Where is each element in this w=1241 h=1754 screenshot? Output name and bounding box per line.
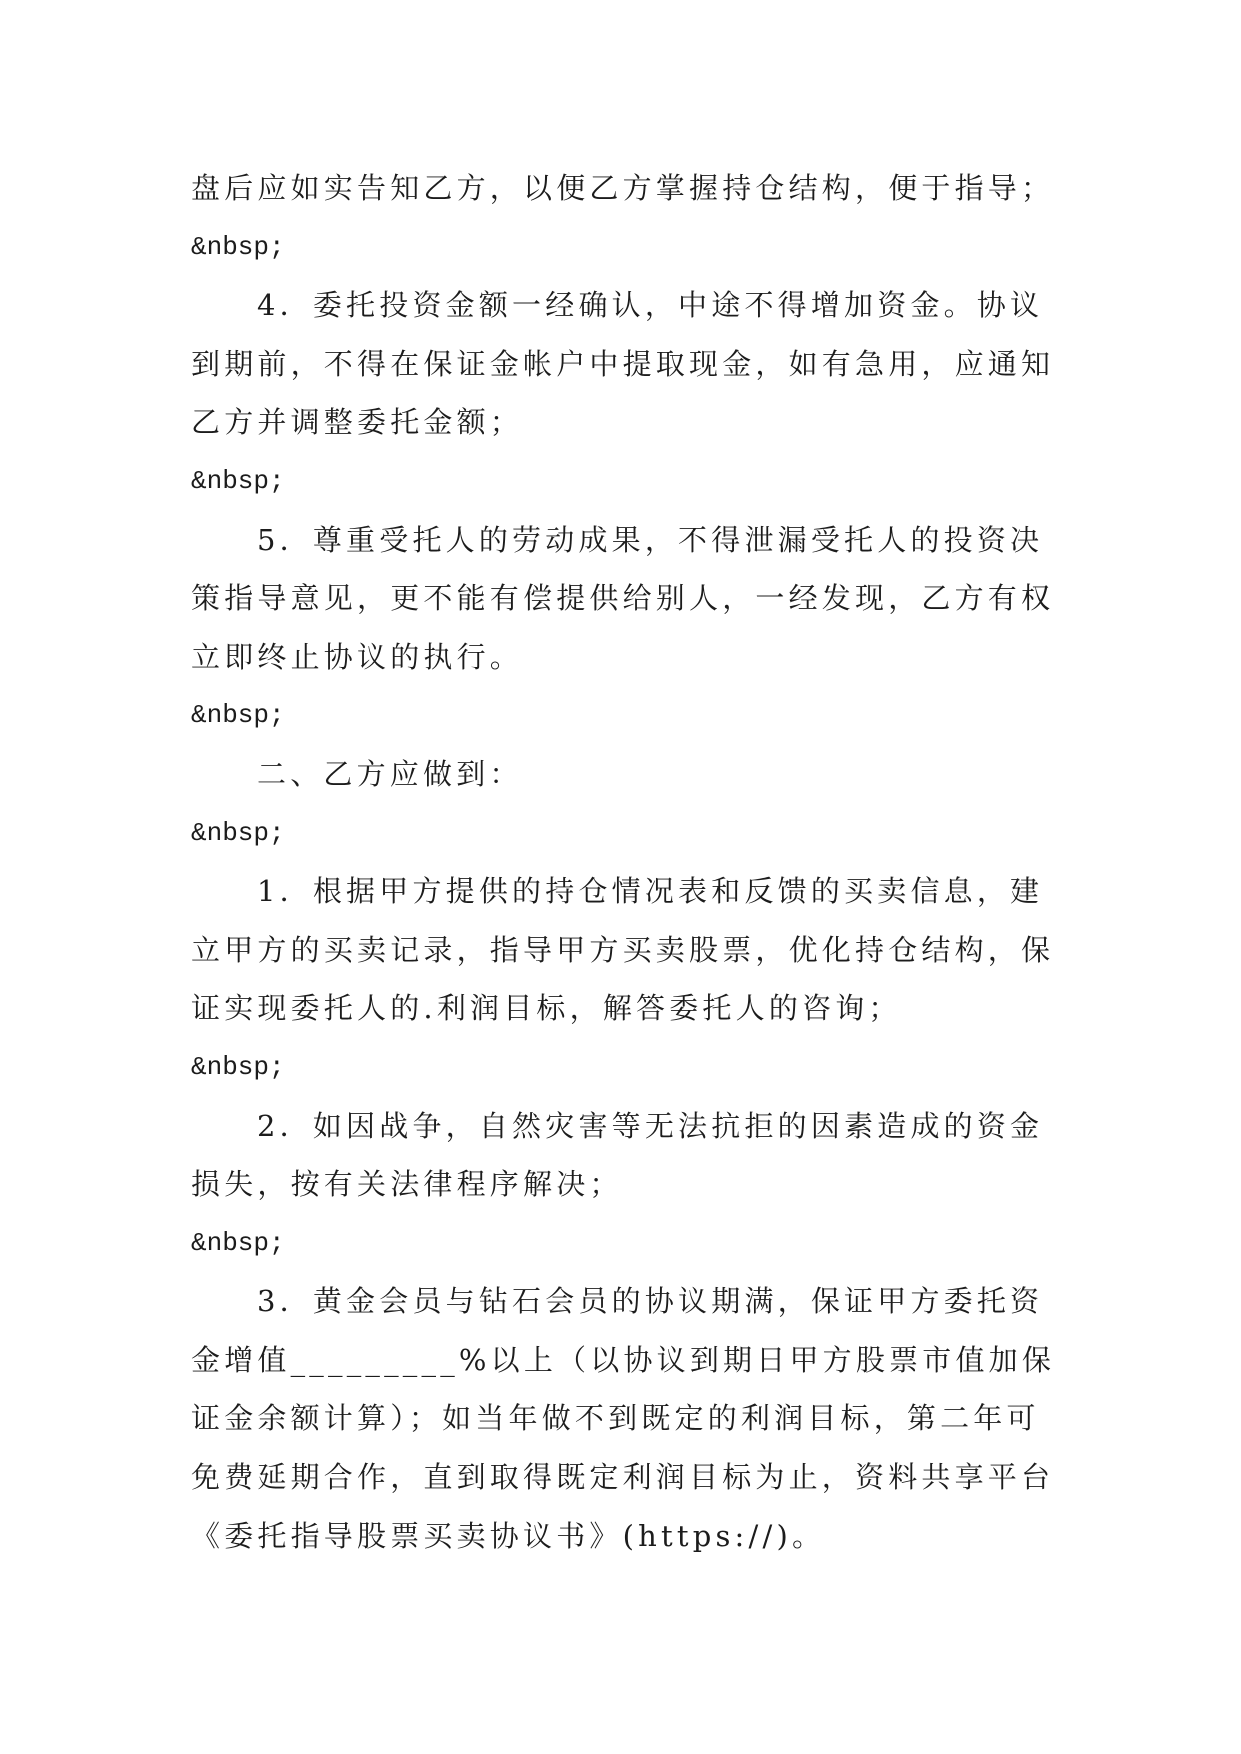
paragraph-line: 《委托指导股票买卖协议书》(https://)。	[191, 1518, 826, 1553]
paragraph-line: 3．黄金会员与钻石会员的协议期满，保证甲方委托资	[257, 1284, 1044, 1319]
paragraph-clause-3	[191, 1272, 1071, 1565]
paragraph-clause-2	[191, 1097, 1071, 1214]
paragraph-line: 证实现委托人的.利润目标，解答委托人的咨询；	[191, 991, 902, 1026]
paragraph-line: 证金余额计算）；如当年做不到既定的利润目标，第二年可	[191, 1401, 1040, 1436]
spacer-paragraph	[191, 1038, 1071, 1097]
paragraph-line: 策指导意见，更不能有偿提供给别人，一经发现，乙方有权	[191, 581, 1055, 616]
paragraph-clause-4	[191, 276, 1071, 452]
spacer-paragraph	[191, 452, 1071, 511]
nbsp-line: &nbsp;	[191, 465, 285, 496]
nbsp-line: &nbsp;	[191, 817, 285, 848]
paragraph-clause-1	[191, 862, 1071, 1038]
paragraph-line: 损失，按有关法律程序解决；	[191, 1167, 623, 1202]
paragraph-clause-5	[191, 511, 1071, 687]
paragraph-line: 立即终止协议的执行。	[191, 639, 524, 674]
paragraph-line: 乙方并调整委托金额；	[191, 405, 524, 440]
paragraph-line: 盘后应如实告知乙方，以便乙方掌握持仓结构，便于指导；	[191, 171, 1055, 205]
nbsp-line: &nbsp;	[191, 700, 285, 731]
paragraph-line: 1．根据甲方提供的持仓情况表和反馈的买卖信息，建	[257, 874, 1044, 909]
paragraph-line: 4．委托投资金额一经确认，中途不得增加资金。协议	[257, 288, 1044, 323]
nbsp-line: &nbsp;	[191, 231, 285, 262]
spacer-paragraph	[191, 218, 1071, 277]
paragraph-line: 立甲方的买卖记录，指导甲方买卖股票，优化持仓结构，保	[191, 932, 1055, 967]
paragraph-line: 金增值_________%以上（以协议到期日甲方股票市值加保	[191, 1342, 1056, 1377]
section-heading-text: 二、乙方应做到：	[257, 756, 523, 791]
document-body	[191, 159, 1071, 1565]
nbsp-line: &nbsp;	[191, 1227, 285, 1258]
nbsp-line: &nbsp;	[191, 1051, 285, 1082]
spacer-paragraph	[191, 804, 1071, 863]
paragraph-line: 5．尊重受托人的劳动成果，不得泄漏受托人的投资决	[257, 522, 1044, 557]
spacer-paragraph	[191, 1214, 1071, 1273]
section-heading	[191, 745, 1071, 804]
spacer-paragraph	[191, 686, 1071, 745]
paragraph-line: 到期前，不得在保证金帐户中提取现金，如有急用，应通知	[191, 346, 1055, 381]
paragraph-line: 2．如因战争，自然灾害等无法抗拒的因素造成的资金	[257, 1108, 1044, 1143]
paragraph-line: 免费延期合作，直到取得既定利润目标为止，资料共享平台	[191, 1460, 1055, 1495]
paragraph	[191, 159, 1071, 218]
